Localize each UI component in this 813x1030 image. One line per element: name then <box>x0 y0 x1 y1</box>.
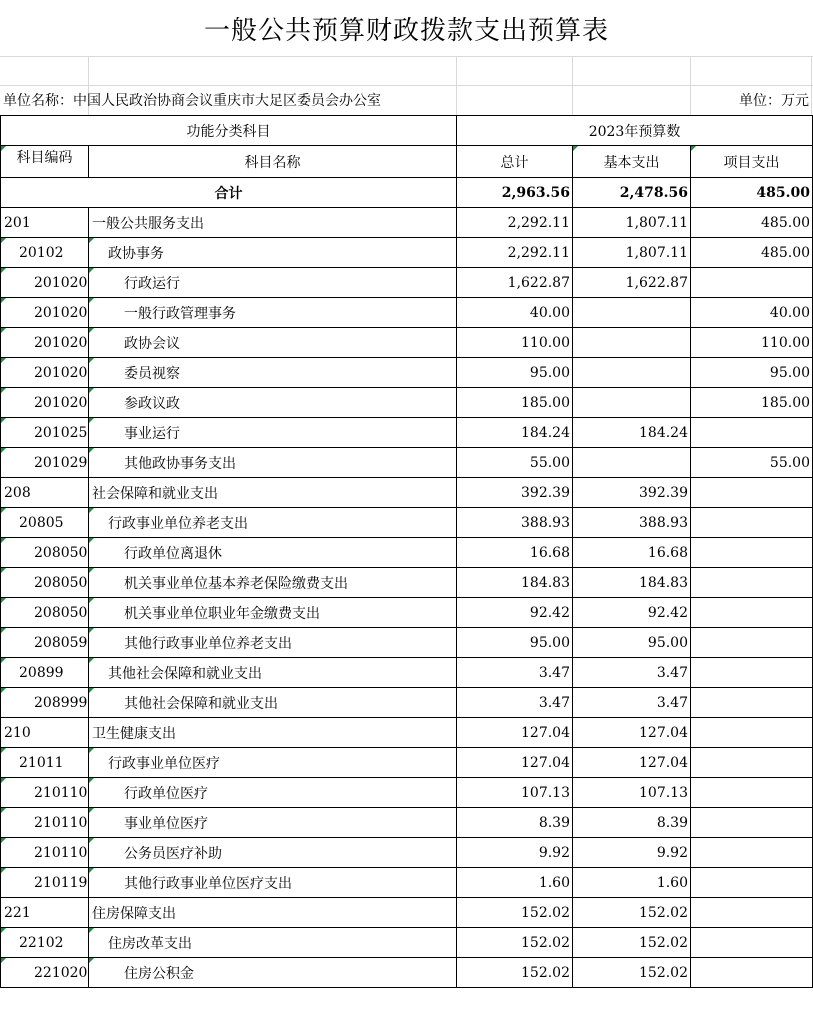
cell-code[interactable]: 221020 <box>1 958 89 988</box>
cell-code[interactable]: 201 <box>1 208 89 238</box>
header-basic[interactable]: 基本支出 <box>573 146 691 178</box>
cell-code[interactable]: 20899 <box>1 658 89 688</box>
table-row <box>1 298 813 328</box>
cell-code[interactable]: 208050 <box>1 598 89 628</box>
cell-project[interactable]: 185.00 <box>691 388 813 418</box>
cell-basic[interactable]: 152.02 <box>573 928 691 958</box>
cell-total[interactable]: 3.47 <box>457 658 573 688</box>
cell-code[interactable]: 221 <box>1 898 89 928</box>
cell-total[interactable]: 184.83 <box>457 568 573 598</box>
cell-code[interactable]: 201020 <box>1 268 89 298</box>
cell-basic[interactable]: 127.04 <box>573 718 691 748</box>
cell-name[interactable]: 行政单位医疗 <box>89 778 457 808</box>
cell-name[interactable]: 行政运行 <box>89 268 457 298</box>
cell-name[interactable]: 住房公积金 <box>89 958 457 988</box>
cell-name[interactable]: 卫生健康支出 <box>89 718 457 748</box>
cell-total[interactable]: 392.39 <box>457 478 573 508</box>
cell-name[interactable]: 其他社会保障和就业支出 <box>89 658 457 688</box>
cell-basic[interactable]: 3.47 <box>573 688 691 718</box>
total-project[interactable]: 485.00 <box>691 178 813 208</box>
table-row <box>1 598 813 628</box>
header-code-label: 科目编码 <box>16 150 73 166</box>
cell-name[interactable]: 其他政协事务支出 <box>89 448 457 478</box>
budget-table <box>0 115 813 988</box>
cell-total[interactable]: 388.93 <box>457 508 573 538</box>
cell-total[interactable]: 110.00 <box>457 328 573 358</box>
cell-code[interactable]: 210119 <box>1 868 89 898</box>
cell-project[interactable]: 40.00 <box>691 298 813 328</box>
table-row <box>1 568 813 598</box>
table-row <box>1 358 813 388</box>
table-row <box>1 718 813 748</box>
cell-basic[interactable]: 184.83 <box>573 568 691 598</box>
cell-project[interactable] <box>691 268 813 298</box>
cell-basic[interactable] <box>573 328 691 358</box>
cell-project[interactable] <box>691 418 813 448</box>
cell-total[interactable]: 3.47 <box>457 688 573 718</box>
cell-name[interactable]: 公务员医疗补助 <box>89 838 457 868</box>
cell-project[interactable] <box>691 808 813 838</box>
cell-project[interactable] <box>691 598 813 628</box>
cell-project[interactable] <box>691 958 813 988</box>
cell-total[interactable]: 107.13 <box>457 778 573 808</box>
cell-total[interactable]: 127.04 <box>457 748 573 778</box>
table-row <box>1 268 813 298</box>
cell-total[interactable]: 152.02 <box>457 928 573 958</box>
table-row <box>1 628 813 658</box>
table-row <box>1 388 813 418</box>
cell-basic[interactable]: 184.24 <box>573 418 691 448</box>
cell-total[interactable]: 9.92 <box>457 838 573 868</box>
table-row <box>1 868 813 898</box>
cell-name[interactable]: 住房改革支出 <box>89 928 457 958</box>
cell-basic[interactable]: 107.13 <box>573 778 691 808</box>
cell-basic[interactable] <box>573 448 691 478</box>
cell-basic[interactable]: 127.04 <box>573 748 691 778</box>
table-row <box>1 418 813 448</box>
cell-code[interactable]: 22102 <box>1 928 89 958</box>
cell-project[interactable] <box>691 688 813 718</box>
table-row <box>1 208 813 238</box>
header-row-1 <box>1 116 813 146</box>
cell-project[interactable] <box>691 898 813 928</box>
cell-project[interactable]: 110.00 <box>691 328 813 358</box>
cell-basic[interactable]: 152.02 <box>573 898 691 928</box>
cell-code[interactable]: 208 <box>1 478 89 508</box>
cell-project[interactable]: 485.00 <box>691 208 813 238</box>
unit-row <box>0 85 813 114</box>
table-row <box>1 478 813 508</box>
table-row <box>1 748 813 778</box>
cell-basic[interactable]: 95.00 <box>573 628 691 658</box>
header-functional-category[interactable]: 功能分类科目 <box>1 116 457 146</box>
cell-basic[interactable]: 392.39 <box>573 478 691 508</box>
cell-code[interactable]: 208050 <box>1 538 89 568</box>
cell-code[interactable]: 201020 <box>1 358 89 388</box>
cell-name[interactable]: 一般行政管理事务 <box>89 298 457 328</box>
cell-code[interactable]: 210110 <box>1 808 89 838</box>
table-row <box>1 508 813 538</box>
cell-project[interactable] <box>691 868 813 898</box>
cell-project[interactable] <box>691 928 813 958</box>
total-basic[interactable]: 2,478.56 <box>573 178 691 208</box>
cell-total[interactable]: 8.39 <box>457 808 573 838</box>
header-code[interactable] <box>1 146 89 178</box>
cell-total[interactable]: 92.42 <box>457 598 573 628</box>
cell-total[interactable]: 95.00 <box>457 628 573 658</box>
cell-basic[interactable] <box>573 388 691 418</box>
cell-total[interactable]: 184.24 <box>457 418 573 448</box>
cell-total[interactable]: 185.00 <box>457 388 573 418</box>
cell-project[interactable] <box>691 538 813 568</box>
table-row <box>1 688 813 718</box>
cell-project[interactable] <box>691 508 813 538</box>
cell-name[interactable]: 机关事业单位基本养老保险缴费支出 <box>89 568 457 598</box>
cell-total[interactable]: 2,292.11 <box>457 238 573 268</box>
total-row <box>1 178 813 208</box>
cell-project[interactable] <box>691 838 813 868</box>
cell-project[interactable] <box>691 568 813 598</box>
cell-name[interactable]: 政协事务 <box>89 238 457 268</box>
cell-total[interactable]: 40.00 <box>457 298 573 328</box>
cell-name[interactable]: 参政议政 <box>89 388 457 418</box>
cell-name[interactable]: 社会保障和就业支出 <box>89 478 457 508</box>
header-project[interactable]: 项目支出 <box>691 146 813 178</box>
cell-name[interactable]: 事业运行 <box>89 418 457 448</box>
grid-line <box>0 56 813 57</box>
cell-total[interactable]: 1,622.87 <box>457 268 573 298</box>
cell-code[interactable]: 201020 <box>1 388 89 418</box>
cell-project[interactable] <box>691 778 813 808</box>
header-budget-year[interactable]: 2023年预算数 <box>457 116 813 146</box>
cell-name[interactable]: 行政单位离退休 <box>89 538 457 568</box>
cell-code[interactable]: 210110 <box>1 778 89 808</box>
cell-total[interactable]: 152.02 <box>457 958 573 988</box>
cell-total[interactable]: 95.00 <box>457 358 573 388</box>
cell-total[interactable]: 127.04 <box>457 718 573 748</box>
cell-basic[interactable]: 1,807.11 <box>573 238 691 268</box>
cell-name[interactable]: 住房保障支出 <box>89 898 457 928</box>
cell-name[interactable]: 委员视察 <box>89 358 457 388</box>
cell-name[interactable]: 其他社会保障和就业支出 <box>89 688 457 718</box>
cell-basic[interactable]: 3.47 <box>573 658 691 688</box>
cell-total[interactable]: 2,292.11 <box>457 208 573 238</box>
cell-code[interactable]: 201020 <box>1 298 89 328</box>
cell-name[interactable]: 行政事业单位医疗 <box>89 748 457 778</box>
table-row <box>1 538 813 568</box>
cell-basic[interactable]: 1,807.11 <box>573 208 691 238</box>
table-row <box>1 448 813 478</box>
cell-code[interactable]: 20805 <box>1 508 89 538</box>
cell-basic[interactable]: 1.60 <box>573 868 691 898</box>
cell-project[interactable]: 95.00 <box>691 358 813 388</box>
cell-code[interactable]: 208999 <box>1 688 89 718</box>
cell-total[interactable]: 16.68 <box>457 538 573 568</box>
cell-total[interactable]: 1.60 <box>457 868 573 898</box>
cell-code[interactable]: 201025 <box>1 418 89 448</box>
cell-total[interactable]: 152.02 <box>457 898 573 928</box>
cell-project[interactable] <box>691 478 813 508</box>
cell-basic[interactable]: 388.93 <box>573 508 691 538</box>
cell-project[interactable] <box>691 658 813 688</box>
cell-project[interactable] <box>691 628 813 658</box>
cell-code[interactable]: 208050 <box>1 568 89 598</box>
cell-basic[interactable] <box>573 298 691 328</box>
cell-project[interactable] <box>691 748 813 778</box>
cell-project[interactable]: 55.00 <box>691 448 813 478</box>
header-name[interactable]: 科目名称 <box>89 146 457 178</box>
cell-code[interactable]: 210 <box>1 718 89 748</box>
table-row <box>1 838 813 868</box>
table-row <box>1 958 813 988</box>
cell-name[interactable]: 机关事业单位职业年金缴费支出 <box>89 598 457 628</box>
table-row <box>1 898 813 928</box>
table-row <box>1 928 813 958</box>
cell-basic[interactable]: 92.42 <box>573 598 691 628</box>
cell-code[interactable]: 201029 <box>1 448 89 478</box>
table-row <box>1 658 813 688</box>
cell-basic[interactable]: 16.68 <box>573 538 691 568</box>
unit-name: 单位名称：中国人民政治协商会议重庆市大足区委员会办公室 <box>3 93 381 109</box>
cell-code[interactable]: 21011 <box>1 748 89 778</box>
cell-project[interactable]: 485.00 <box>691 238 813 268</box>
cell-code[interactable]: 20102 <box>1 238 89 268</box>
cell-basic[interactable]: 9.92 <box>573 838 691 868</box>
header-total[interactable]: 总计 <box>457 146 573 178</box>
cell-name[interactable]: 事业单位医疗 <box>89 808 457 838</box>
cell-name[interactable]: 其他行政事业单位医疗支出 <box>89 868 457 898</box>
cell-code[interactable]: 201020 <box>1 328 89 358</box>
total-label[interactable]: 合计 <box>1 178 457 208</box>
table-row <box>1 778 813 808</box>
table-row <box>1 328 813 358</box>
page-title: 一般公共预算财政拨款支出预算表 <box>0 0 813 56</box>
cell-name[interactable]: 政协会议 <box>89 328 457 358</box>
cell-basic[interactable]: 8.39 <box>573 808 691 838</box>
cell-total[interactable]: 55.00 <box>457 448 573 478</box>
cell-basic[interactable]: 152.02 <box>573 958 691 988</box>
cell-name[interactable]: 行政事业单位养老支出 <box>89 508 457 538</box>
currency-unit: 单位：万元 <box>739 93 809 109</box>
table-row <box>1 808 813 838</box>
cell-code[interactable]: 210110 <box>1 838 89 868</box>
cell-basic[interactable]: 1,622.87 <box>573 268 691 298</box>
cell-basic[interactable] <box>573 358 691 388</box>
cell-name[interactable]: 其他行政事业单位养老支出 <box>89 628 457 658</box>
total-total[interactable]: 2,963.56 <box>457 178 573 208</box>
cell-name[interactable]: 一般公共服务支出 <box>89 208 457 238</box>
header-row-2 <box>1 146 813 178</box>
cell-project[interactable] <box>691 718 813 748</box>
table-row <box>1 238 813 268</box>
cell-code[interactable]: 208059 <box>1 628 89 658</box>
